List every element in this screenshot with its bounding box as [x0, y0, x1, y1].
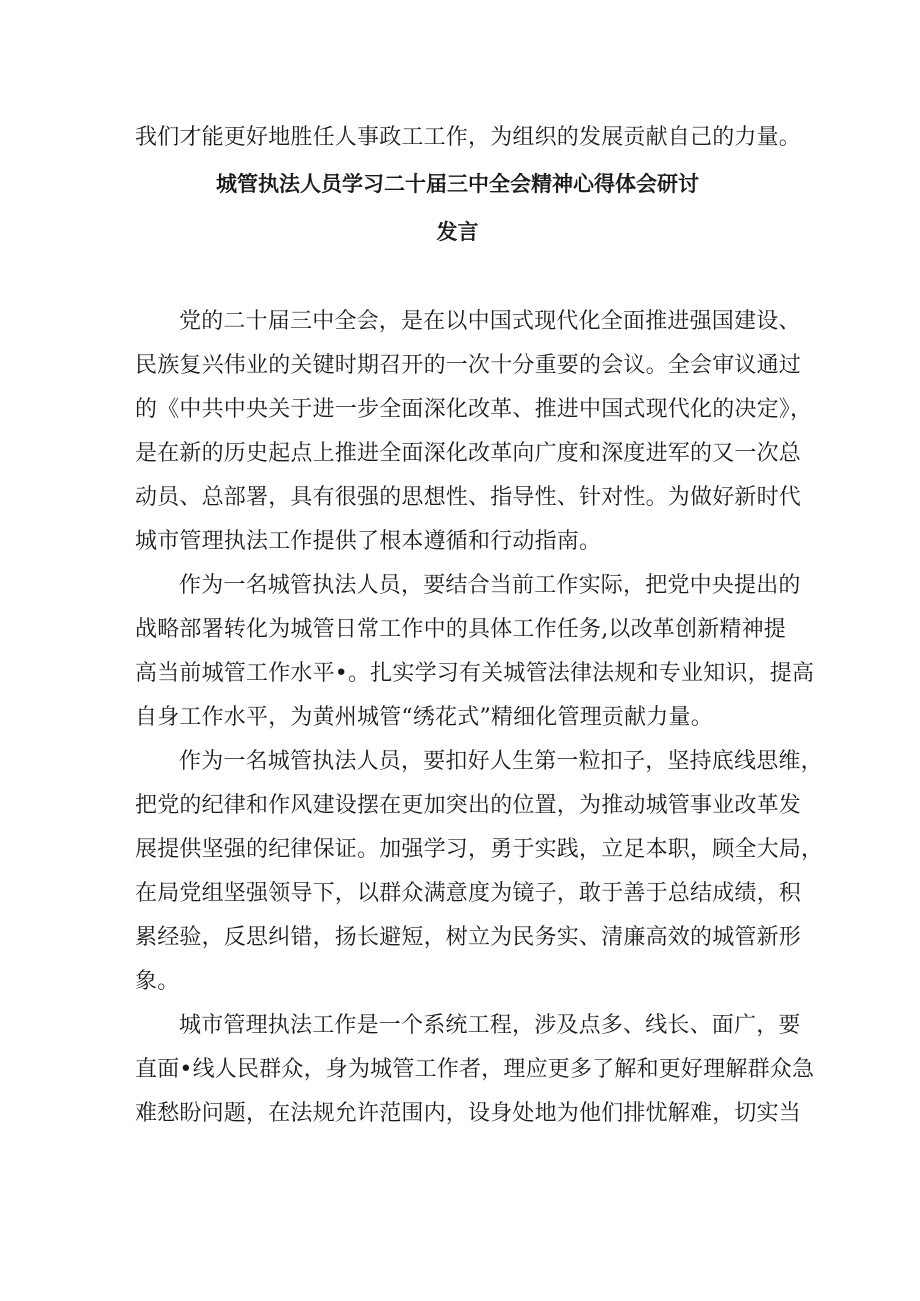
paragraph-line: 累经验，反思纠错，扬长避短，树立为民务实、清廉高效的城管新形 — [135, 925, 802, 950]
document-title — [135, 160, 800, 256]
paragraph-line: 民族复兴伟业的关键时期召开的一次十分重要的会议。全会审议通过 — [135, 353, 802, 378]
paragraph-line: 作为一名城管执法人员，要结合当前工作实际，把党中央提出的 — [179, 573, 801, 598]
paragraph-line: 城市管理执法工作是一个系统工程，涉及点多、线长、面广，要 — [179, 1013, 801, 1038]
paragraph-line: 象。 — [135, 969, 180, 994]
paragraph-3 — [135, 740, 824, 1004]
paragraph-1 — [135, 300, 813, 564]
paragraph-2 — [135, 564, 815, 740]
paragraph-line: 战略部署转化为城管日常工作中的具体工作任务,以改革创新精神提 — [135, 617, 786, 642]
paragraph-line: 展提供坚强的纪律保证。加强学习，勇于实践，立足本职，顾全大局， — [135, 837, 824, 862]
paragraph-line: 的《中共中央关于进一步全面深化改革、推进中国式现代化的决定》， — [135, 397, 813, 422]
paragraph-line: 高当前城管工作水平•。扎实学习有关城管法律法规和专业知识，提高 — [135, 661, 815, 686]
title-line-2: 发言 — [436, 220, 479, 244]
paragraph-line: 把党的纪律和作风建设摆在更加突出的位置，为推动城管事业改革发 — [135, 793, 802, 818]
paragraph-line: 是在新的历史起点上推进全面深化改革向广度和深度进军的又一次总 — [135, 441, 802, 466]
paragraph-line: 自身工作水平，为黄州城管“绣花式”精细化管理贡献力量。 — [135, 705, 713, 730]
paragraph-line: 难愁盼问题，在法规允许范围内，设身处地为他们排忧解难，切实当 — [135, 1101, 802, 1126]
carryover-paragraph — [135, 116, 800, 160]
title-line-1: 城管执法人员学习二十届三中全会精神心得体会研讨 — [216, 172, 699, 196]
paragraph-4 — [135, 1004, 815, 1136]
paragraph-line: 党的二十届三中全会，是在以中国式现代化全面推进强国建设、 — [179, 309, 801, 334]
paragraph-line: 动员、总部署，具有很强的思想性、指导性、针对性。为做好新时代 — [135, 485, 802, 510]
paragraph-line: 在局党组坚强领导下，以群众满意度为镜子，敢于善于总结成绩，积 — [135, 881, 802, 906]
carryover-line: 我们才能更好地胜任人事政工工作，为组织的发展贡献自己的力量。 — [135, 125, 802, 150]
paragraph-line: 作为一名城管执法人员，要扣好人生第一粒扣子，坚持底线思维， — [179, 749, 823, 774]
paragraph-line: 城市管理执法工作提供了根本遵循和行动指南。 — [135, 529, 602, 554]
paragraph-line: 直面•线人民群众，身为城管工作者，理应更多了解和更好理解群众急 — [135, 1057, 815, 1082]
